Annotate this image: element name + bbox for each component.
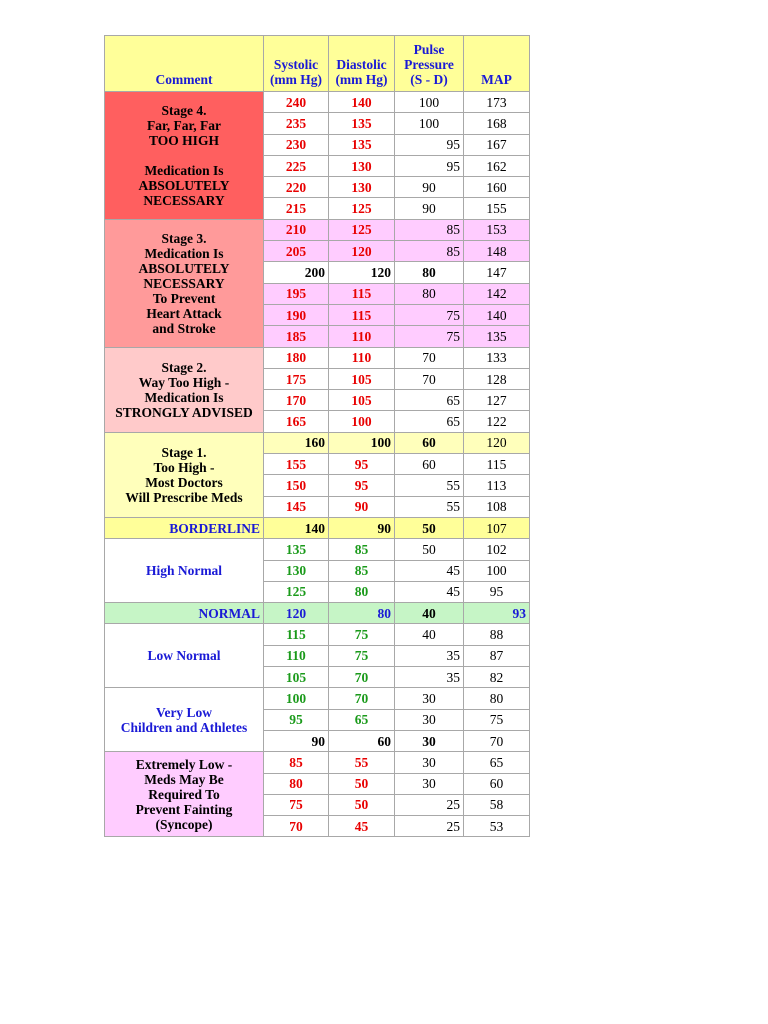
header-systolic: Systolic (mm Hg): [264, 36, 329, 92]
map-cell: 58: [464, 795, 530, 816]
systolic-cell: 195: [264, 284, 329, 305]
map-cell: 87: [464, 646, 530, 667]
map-cell: 135: [464, 326, 530, 347]
map-cell: 122: [464, 411, 530, 432]
diastolic-cell: 75: [329, 624, 395, 645]
systolic-cell: 120: [264, 603, 329, 624]
diastolic-cell: 50: [329, 795, 395, 816]
diastolic-cell: 90: [329, 518, 395, 539]
header-row: [105, 36, 530, 92]
pulse-pressure-cell: 35: [395, 667, 464, 688]
map-cell: 102: [464, 539, 530, 560]
systolic-cell: 150: [264, 475, 329, 496]
header-map: MAP: [464, 36, 530, 92]
systolic-cell: 240: [264, 92, 329, 113]
map-cell: 70: [464, 731, 530, 752]
pulse-pressure-cell: 100: [395, 92, 464, 113]
systolic-cell: 135: [264, 539, 329, 560]
high-normal-comment: High Normal: [105, 539, 264, 603]
systolic-cell: 220: [264, 177, 329, 198]
map-cell: 115: [464, 454, 530, 475]
diastolic-cell: 125: [329, 220, 395, 241]
systolic-cell: 170: [264, 390, 329, 411]
stage-4-comment: Stage 4. Far, Far, Far TOO HIGH Medication Is ABSOLUTELY NECESSARY: [105, 92, 264, 220]
pulse-pressure-cell: 90: [395, 177, 464, 198]
map-cell: 142: [464, 284, 530, 305]
header-diastolic: Diastolic (mm Hg): [329, 36, 395, 92]
pulse-pressure-cell: 30: [395, 688, 464, 709]
map-cell: 147: [464, 262, 530, 283]
map-cell: 93: [464, 603, 530, 624]
table-row: [105, 603, 530, 624]
diastolic-cell: 130: [329, 177, 395, 198]
table-row: [105, 92, 530, 113]
systolic-cell: 235: [264, 113, 329, 134]
table-row: [105, 348, 530, 369]
systolic-cell: 155: [264, 454, 329, 475]
map-cell: 65: [464, 752, 530, 773]
map-cell: 53: [464, 816, 530, 837]
pulse-pressure-cell: 85: [395, 241, 464, 262]
table-row: [105, 518, 530, 539]
diastolic-cell: 140: [329, 92, 395, 113]
pulse-pressure-cell: 40: [395, 603, 464, 624]
systolic-cell: 215: [264, 198, 329, 219]
pulse-pressure-cell: 30: [395, 774, 464, 795]
map-cell: 148: [464, 241, 530, 262]
stage-3-comment: Stage 3. Medication Is ABSOLUTELY NECESSARY To Prevent Heart Attack and Stroke: [105, 220, 264, 348]
systolic-cell: 210: [264, 220, 329, 241]
pulse-pressure-cell: 30: [395, 710, 464, 731]
systolic-cell: 125: [264, 582, 329, 603]
diastolic-cell: 70: [329, 667, 395, 688]
pulse-pressure-cell: 90: [395, 198, 464, 219]
table-row: [105, 433, 530, 454]
pulse-pressure-cell: 95: [395, 156, 464, 177]
map-cell: 75: [464, 710, 530, 731]
low-normal-comment: Low Normal: [105, 624, 264, 688]
systolic-cell: 165: [264, 411, 329, 432]
systolic-cell: 110: [264, 646, 329, 667]
map-cell: 108: [464, 497, 530, 518]
map-cell: 153: [464, 220, 530, 241]
diastolic-cell: 115: [329, 284, 395, 305]
pulse-pressure-cell: 65: [395, 390, 464, 411]
diastolic-cell: 100: [329, 433, 395, 454]
diastolic-cell: 85: [329, 561, 395, 582]
header-comment: Comment: [105, 36, 264, 92]
map-cell: 80: [464, 688, 530, 709]
map-cell: 107: [464, 518, 530, 539]
systolic-cell: 85: [264, 752, 329, 773]
map-cell: 95: [464, 582, 530, 603]
table-row: [105, 539, 530, 560]
diastolic-cell: 75: [329, 646, 395, 667]
systolic-cell: 175: [264, 369, 329, 390]
pulse-pressure-cell: 50: [395, 518, 464, 539]
systolic-cell: 115: [264, 624, 329, 645]
blood-pressure-table: [104, 35, 530, 837]
map-cell: 100: [464, 561, 530, 582]
map-cell: 82: [464, 667, 530, 688]
map-cell: 60: [464, 774, 530, 795]
systolic-cell: 70: [264, 816, 329, 837]
systolic-cell: 200: [264, 262, 329, 283]
systolic-cell: 100: [264, 688, 329, 709]
pulse-pressure-cell: 80: [395, 262, 464, 283]
pulse-pressure-cell: 60: [395, 454, 464, 475]
systolic-cell: 230: [264, 135, 329, 156]
diastolic-cell: 110: [329, 348, 395, 369]
map-cell: 113: [464, 475, 530, 496]
map-cell: 128: [464, 369, 530, 390]
systolic-cell: 185: [264, 326, 329, 347]
systolic-cell: 205: [264, 241, 329, 262]
diastolic-cell: 85: [329, 539, 395, 560]
normal-comment: NORMAL: [105, 603, 264, 624]
diastolic-cell: 80: [329, 603, 395, 624]
systolic-cell: 90: [264, 731, 329, 752]
systolic-cell: 160: [264, 433, 329, 454]
pulse-pressure-cell: 65: [395, 411, 464, 432]
diastolic-cell: 95: [329, 454, 395, 475]
diastolic-cell: 135: [329, 135, 395, 156]
diastolic-cell: 125: [329, 198, 395, 219]
pulse-pressure-cell: 45: [395, 582, 464, 603]
systolic-cell: 80: [264, 774, 329, 795]
extremely-low-comment: Extremely Low - Meds May Be Required To Prevent Fainting (Syncope): [105, 752, 264, 837]
map-cell: 168: [464, 113, 530, 134]
systolic-cell: 140: [264, 518, 329, 539]
pulse-pressure-cell: 55: [395, 475, 464, 496]
diastolic-cell: 120: [329, 241, 395, 262]
stage-2-comment: Stage 2. Way Too High - Medication Is STRONGLY ADVISED: [105, 348, 264, 433]
pulse-pressure-cell: 100: [395, 113, 464, 134]
map-cell: 162: [464, 156, 530, 177]
systolic-cell: 225: [264, 156, 329, 177]
map-cell: 173: [464, 92, 530, 113]
map-cell: 133: [464, 348, 530, 369]
diastolic-cell: 115: [329, 305, 395, 326]
systolic-cell: 105: [264, 667, 329, 688]
table-row: [105, 220, 530, 241]
diastolic-cell: 55: [329, 752, 395, 773]
pulse-pressure-cell: 45: [395, 561, 464, 582]
map-cell: 127: [464, 390, 530, 411]
diastolic-cell: 90: [329, 497, 395, 518]
pulse-pressure-cell: 75: [395, 326, 464, 347]
map-cell: 167: [464, 135, 530, 156]
pulse-pressure-cell: 25: [395, 816, 464, 837]
pulse-pressure-cell: 40: [395, 624, 464, 645]
systolic-cell: 95: [264, 710, 329, 731]
map-cell: 140: [464, 305, 530, 326]
diastolic-cell: 45: [329, 816, 395, 837]
systolic-cell: 75: [264, 795, 329, 816]
diastolic-cell: 95: [329, 475, 395, 496]
pulse-pressure-cell: 60: [395, 433, 464, 454]
pulse-pressure-cell: 95: [395, 135, 464, 156]
diastolic-cell: 120: [329, 262, 395, 283]
very-low-comment: Very Low Children and Athletes: [105, 688, 264, 752]
pulse-pressure-cell: 30: [395, 731, 464, 752]
pulse-pressure-cell: 25: [395, 795, 464, 816]
pulse-pressure-cell: 85: [395, 220, 464, 241]
stage-1-comment: Stage 1. Too High - Most Doctors Will Prescribe Meds: [105, 433, 264, 518]
diastolic-cell: 65: [329, 710, 395, 731]
pulse-pressure-cell: 55: [395, 497, 464, 518]
systolic-cell: 130: [264, 561, 329, 582]
header-pulse-pressure: Pulse Pressure (S - D): [395, 36, 464, 92]
systolic-cell: 180: [264, 348, 329, 369]
pulse-pressure-cell: 80: [395, 284, 464, 305]
diastolic-cell: 100: [329, 411, 395, 432]
table-row: [105, 688, 530, 709]
borderline-comment: BORDERLINE: [105, 518, 264, 539]
map-cell: 155: [464, 198, 530, 219]
diastolic-cell: 70: [329, 688, 395, 709]
diastolic-cell: 110: [329, 326, 395, 347]
diastolic-cell: 105: [329, 390, 395, 411]
pulse-pressure-cell: 70: [395, 348, 464, 369]
diastolic-cell: 60: [329, 731, 395, 752]
diastolic-cell: 80: [329, 582, 395, 603]
diastolic-cell: 105: [329, 369, 395, 390]
map-cell: 160: [464, 177, 530, 198]
diastolic-cell: 135: [329, 113, 395, 134]
pulse-pressure-cell: 50: [395, 539, 464, 560]
pulse-pressure-cell: 30: [395, 752, 464, 773]
pulse-pressure-cell: 70: [395, 369, 464, 390]
map-cell: 120: [464, 433, 530, 454]
systolic-cell: 145: [264, 497, 329, 518]
map-cell: 88: [464, 624, 530, 645]
pulse-pressure-cell: 75: [395, 305, 464, 326]
table-row: [105, 624, 530, 645]
systolic-cell: 190: [264, 305, 329, 326]
diastolic-cell: 50: [329, 774, 395, 795]
table-row: [105, 752, 530, 773]
diastolic-cell: 130: [329, 156, 395, 177]
pulse-pressure-cell: 35: [395, 646, 464, 667]
